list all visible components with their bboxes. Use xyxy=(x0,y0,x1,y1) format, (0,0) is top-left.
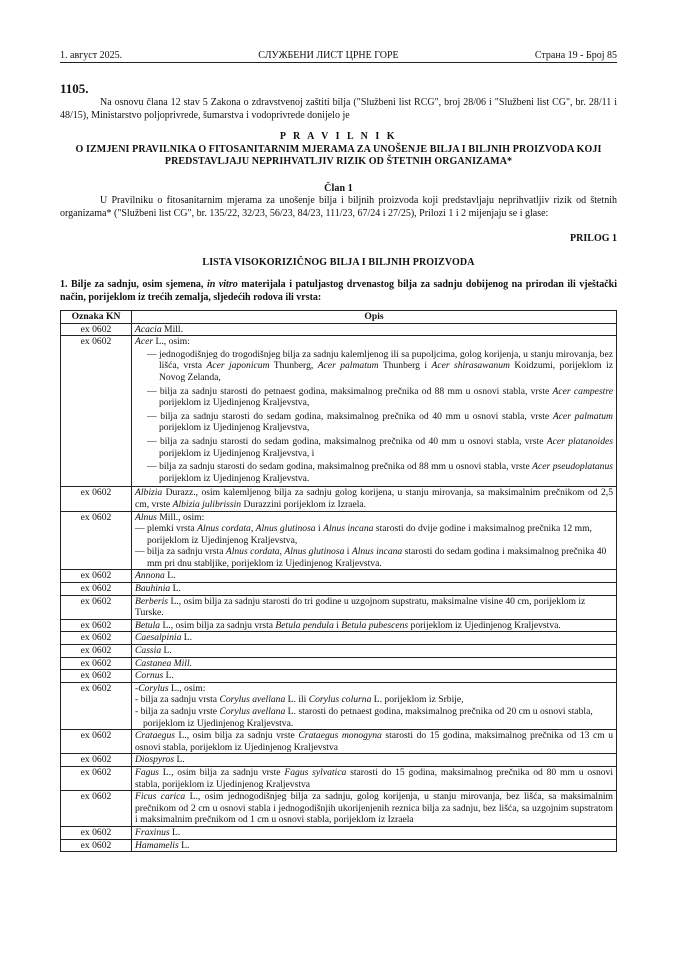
doc-title-line-2: PREDSTAVLJAJU NEPRIHVATLJIV RIZIK OD ŠTETNIH ORGANIZAMA* xyxy=(164,156,513,167)
high-risk-plants-table xyxy=(60,310,617,852)
header-page: Страна 19 - Број 85 xyxy=(534,50,617,61)
table-row: ex 0602 Annona L. xyxy=(61,570,617,583)
col-header-desc: Opis xyxy=(132,311,617,324)
table-row: ex 0602 Betula L., osim bilja za sadnju vrsta Betula pendula i Betula pubescens porijeklom iz Ujedinjenog Kraljevstva. xyxy=(61,619,617,632)
table-row: ex 0602 Castanea Mill. xyxy=(61,657,617,670)
table-row: ex 0602 Alnus Mill., osim: — plemki vrsta Alnus cordata, Alnus glutinosa i Alnus incana starosti do dvije godine i maksimalnog prečnika 12 mm, porijeklom iz Ujedinjenog Kraljevstva, — bilja za sadnju vrsta Alnus cordata, Alnus glutinosa i Alnus incana starosti do sedam godina i maksimalnog prečnika 40 mm pri dnu stabljike, porijeklom iz Ujedinjenog Kraljevstva. xyxy=(61,511,617,570)
article-heading: Član 1 xyxy=(324,182,353,194)
table-row: ex 0602 Albizia Durazz., osim kalemljenog bilja za sadnju golog korijena, u stanju mirovanja, sa maksimalnim prečnikom od 2,5 cm, vrste Albizia julibrissin Durazzini porijeklom iz Izraela. xyxy=(61,487,617,511)
table-row: ex 0602 Caesalpinia L. xyxy=(61,632,617,645)
list-item: — bilja za sadnju starosti do sedam godina, maksimalnog prečnika od 40 mm u osnovi stabla, vrste Acer palmatum porijeklom iz Ujedinjenog Kraljevstva, xyxy=(147,410,613,434)
list-item: - bilja za sadnju vrsta Corylus avellana L. ili Corylus colurna L. porijeklom iz Srbije, xyxy=(135,694,464,706)
header-journal: СЛУЖБЕНИ ЛИСТ ЦРНЕ ГОРЕ xyxy=(258,50,399,61)
list-item: — bilja za sadnju vrsta Alnus cordata, Alnus glutinosa i Alnus incana starosti do sedam godina i maksimalnog prečnika 40 mm pri dnu stabljike, porijeklom iz Ujedinjenog Kraljevstva. xyxy=(135,546,607,569)
doc-type: P R A V I L N I K xyxy=(279,131,398,142)
table-row: ex 0602 Hamamelis L. xyxy=(61,839,617,852)
table-row: ex 0602 Acacia Mill. xyxy=(61,323,617,336)
table-row: ex 0602 -Corylus L., osim: - bilja za sadnju vrsta Corylus avellana L. ili Corylus colurna L. porijeklom iz Srbije, - bilja za sadnju vrste Corylus avellana L. starosti do petnaest godina, maksimalnog prečnika od 20 cm u osnovi stabla, porijeklom iz Ujedinjenog Kraljevstva. xyxy=(61,682,617,729)
list-item: — bilja za sadnju starosti do sedam godina, maksimalnog prečnika od 40 mm u osnovi stabla, vrste Acer platanoides porijeklom iz Ujedinjenog Kraljevstva, i xyxy=(147,435,613,459)
list-item: — jednogodišnjeg do trogodišnjeg bilja za sadnju kalemljenog ili sa pupoljcima, golog korijenja, u stanju mirovanja, bez lišća, vrsta Acer japonicum Thunberg, Acer palmatum Thunberg i Acer shirasawanum Koidzumi, porijeklom iz Novog Zelanda, xyxy=(147,348,613,383)
table-row: ex 0602 Fagus L., osim bilja za sadnju vrste Fagus sylvatica starosti do 15 godina, maksimalnog prečnika od 80 mm u osnovi stabla, porijeklom iz Ujedinjenog Kraljevstva xyxy=(61,766,617,790)
table-row: ex 0602 Cassia L. xyxy=(61,645,617,658)
annex-label: PRILOG 1 xyxy=(570,233,617,244)
act-number: 1105. xyxy=(60,81,89,96)
header-date: 1. август 2025. xyxy=(60,50,123,61)
article-text: U Pravilniku o fitosanitarnim mjerama za unošenje bilja i biljnih proizvoda koji predstavljaju neprihvatljiv rizik od štetnih organizama* ("Službeni list CG", br. 135/22, 32/23, 56/23, 84/23, 111/23, 67/24 i 27/25), Prilozi 1 i 2 mijenjaju se i glase: xyxy=(60,195,617,219)
list-item: — bilja za sadnju starosti do petnaest godina, maksimalnog prečnika od 88 mm u osnovi stabla, vrste Acer campestre porijeklom iz Ujedinjenog Kraljevstva, xyxy=(147,385,613,409)
table-row: ex 0602 Bauhinia L. xyxy=(61,583,617,596)
list-title: LISTA VISOKORIZIČNOG BILJA I BILJNIH PROIZVODA xyxy=(202,256,475,268)
table-row: ex 0602 Fraxinus L. xyxy=(61,826,617,839)
table-header-row xyxy=(61,311,617,324)
col-header-code: Oznaka KN xyxy=(61,311,132,324)
table-row: ex 0602 Acer L., osim: — jednogodišnjeg do trogodišnjeg bilja za sadnju kalemljenog ili sa pupoljcima, golog korijenja, u stanju mirovanja, bez lišća, vrsta Acer japonicum Thunberg, Acer palmatum Thunberg i Acer shirasawanum Koidzumi, porijeklom iz Novog Zelanda, — bilja za sadnju starosti do petnaest godina, maksimalnog prečnika od 88 mm u osnovi stabla, vrste Acer campestre porijeklom iz Ujedinjenog Kraljevstva, — bilja za sadnju starosti do sedam godina, maksimalnog prečnika od 40 mm u osnovi stabla, vrste Acer palmatum porijeklom iz Ujedinjenog Kraljevstva, — bilja za sadnju starosti do sedam godina, maksimalnog prečnika od 40 mm u osnovi stabla, vrste Acer platanoides porijeklom iz Ujedinjenog Kraljevstva, i — bilja za sadnju starosti do sedam godina, maksimalnog prečnika od 88 mm u osnovi stabla, vrste Acer pseudoplatanus porijeklom iz Ujedinjenog Kraljevstva. xyxy=(61,336,617,487)
doc-title-line-1: O IZMJENI PRAVILNIKA O FITOSANITARNIM MJERAMA ZA UNOŠENJE BILJA I BILJNIH PROIZVODA KOJI xyxy=(75,143,602,155)
table-row: ex 0602 Berberis L., osim bilja za sadnju starosti do tri godine u uzgojnom supstratu, maksimalne visine 40 cm, porijeklom iz Turske. xyxy=(61,595,617,619)
list-item: — plemki vrsta Alnus cordata, Alnus glutinosa i Alnus incana starosti do dvije godine i maksimalnog prečnika 12 mm, porijeklom iz Ujedinjenog Kraljevstva, xyxy=(135,523,592,546)
list-item: — bilja za sadnju starosti do sedam godina, maksimalnog prečnika od 88 mm u osnovi stabla, vrste Acer pseudoplatanus porijeklom iz Ujedinjenog Kraljevstva. xyxy=(147,461,613,484)
section-heading: 1. Bilje za sadnju, osim sjemena, in vitro materijala i patuljastog drvenastog bilja za sadnju dobijenog na prirodan ili vještački način, porijeklom iz trećih zemalja, sljedećih rodova ili vrsta: xyxy=(60,279,618,303)
table-row: ex 0602 Cornus L. xyxy=(61,670,617,683)
intro-paragraph: Na osnovu člana 12 stav 5 Zakona o zdravstvenoj zaštiti bilja ("Službeni list RCG", broj 28/06 i "Službeni list CG", br. 28/11 i 48/15), Ministarstvo poljoprivrede, šumarstva i vodoprivrede donijelo je xyxy=(60,97,617,121)
table-row: ex 0602 Ficus carica L., osim jednogodišnjeg bilja za sadnju, golog korijenja, u stanju mirovanja, bez lišća, sa maksimalnim prečnikom od 2 cm u osnovi stabla i jednogodišnjih ukorijenjenih reznica bilja za sadnju, bez lišća, sa uzgojnim supstratom i maksimalnim prečnikom od 1 cm u osnovi stabla, porijeklom iz Izraela xyxy=(61,791,617,827)
page-header xyxy=(60,50,617,63)
list-item: - bilja za sadnju vrste Corylus avellana L. starosti do petnaest godina, maksimalnog prečnika od 20 cm u osnovi stabla, porijeklom iz Ujedinjenog Kraljevstva. xyxy=(135,706,593,729)
table-row: ex 0602 Diospyros L. xyxy=(61,754,617,767)
document-page xyxy=(60,50,617,852)
table-row: ex 0602 Crataegus L., osim bilja za sadnju vrste Crataegus monogyna starosti do 15 godina, maksimalnog prečnika od 13 cm u osnovi stabla, porijeklom iz Ujedinjenog Kraljevstva xyxy=(61,730,617,754)
